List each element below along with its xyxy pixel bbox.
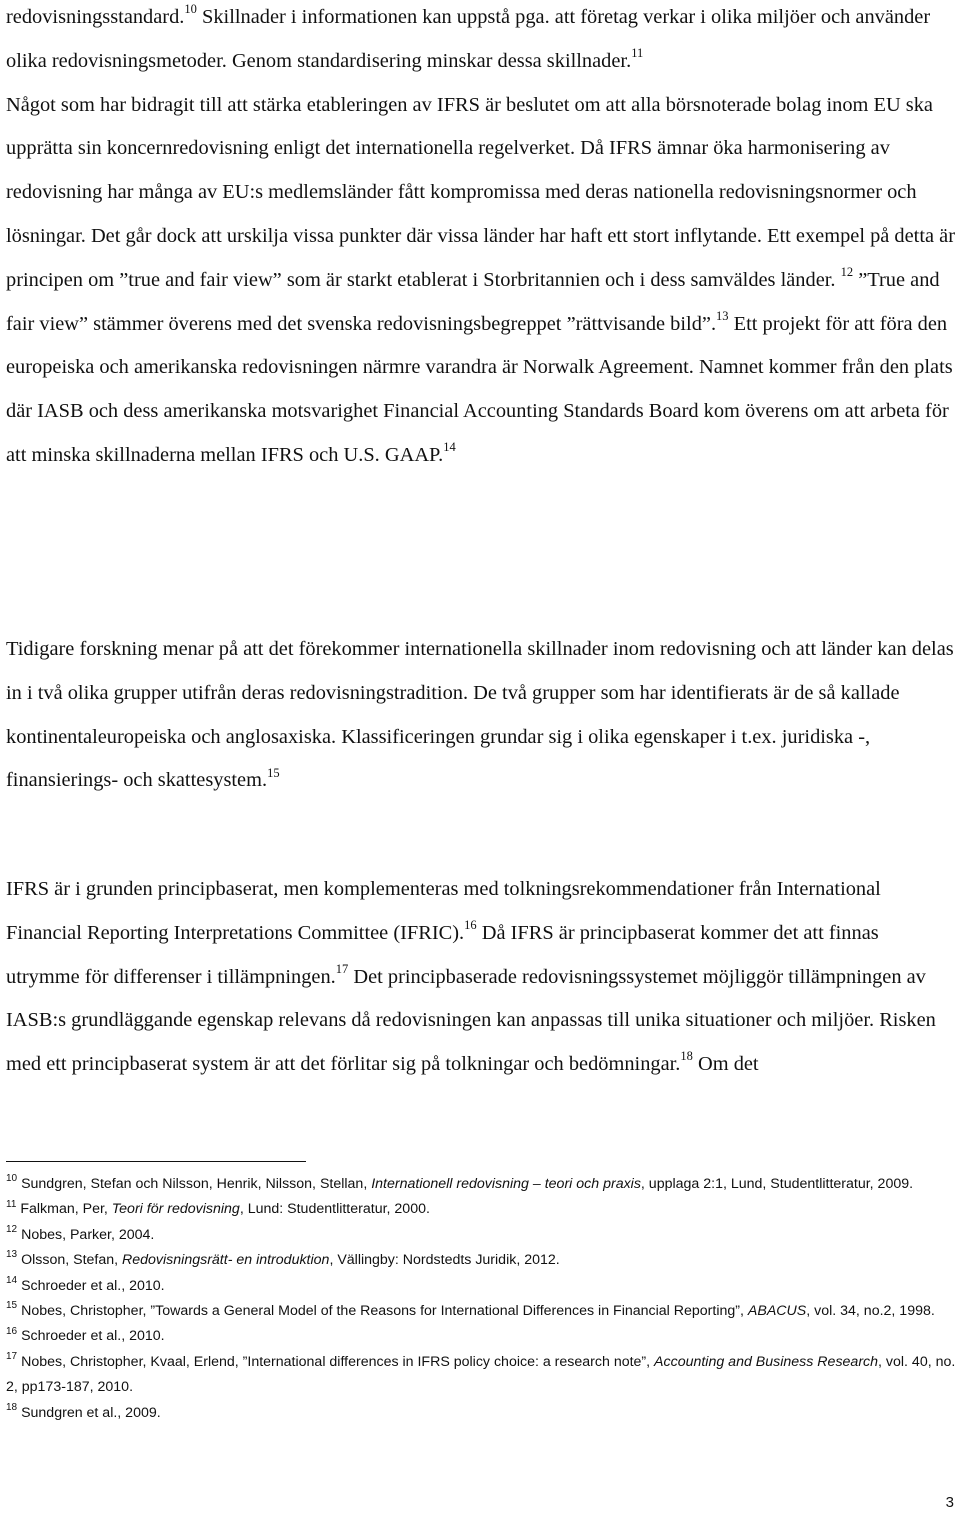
footnote-ref: 15 [6,1300,18,1312]
italic-title: Internationell redovisning – teori och praxis [371,1176,641,1192]
footnote-15 [6,1299,956,1324]
text-run: Nobes, Christopher, ”Towards a General Model of the Reasons for International Differences in Financial Reporting”, [17,1303,748,1320]
text-run: Olsson, Stefan, [17,1252,123,1269]
text-run: ”True and fair view” stämmer överens med det svenska redovisningsbegreppet ”rättvisande bild”. [6,268,940,335]
text-run: Nobes, Parker, 2004. [17,1226,155,1243]
paragraph-3 [6,868,956,1087]
text-run: redovisningsstandard. [6,6,185,28]
text-run: Tidigare forskning menar på att det förekommer internationella skillnader inom redovisning och att länder kan delas in i två olika grupper utifrån deras redovisningstradition. De två grupper som har identifierats är de så kallade kontinentaleuropeiska och anglosaxiska. Klassificeringen grundar sig i olika egenskaper i t.ex. juridiska -, finansierings- och skattesystem. [6,638,954,792]
text-run: Falkman, Per, [16,1201,112,1218]
footnote-ref: 12 [6,1224,18,1236]
text-run: Sundgren, Stefan och Nilsson, Henrik, Nilsson, Stellan, [17,1176,372,1192]
footnote-ref: 18 [680,1049,693,1064]
footnote-ref: 11 [6,1198,17,1210]
italic-title: Redovisningsrätt- en introduktion [122,1252,330,1269]
footnote-11 [6,1197,956,1222]
footnote-ref: 18 [6,1401,18,1413]
footnote-ref: 13 [6,1249,18,1261]
text-run: Schroeder et al., 2010. [17,1277,165,1294]
footnote-ref: 13 [716,308,729,323]
footnote-10 [6,1172,956,1197]
italic-title: Teori för redovisning [111,1201,240,1218]
text-run: Då IFRS är principbaserat kommer det att finnas utrymme för differenser i tillämpningen. [6,921,879,988]
text-run: Ett projekt för att föra den europeiska och amerikanska redovisningen närmre varandra är Norwalk Agreement. Namnet kommer från den plats där IASB och dess amerikanska motsvarighet Financial Accounting Standards Board kom överens om att arbeta för att minska skillnaderna mellan IFRS och U.S. GAAP. [6,312,953,466]
footnote-separator [6,1161,306,1162]
text-run: , upplaga 2:1, Lund, Studentlitteratur, 2009. [640,1176,914,1192]
footnote-17 [6,1350,956,1401]
italic-title: Accounting and Business Research [654,1353,879,1370]
text-run: , vol. 40, no. 2, pp173-187, 2010. [6,1353,956,1396]
text-run: Sundgren et al., 2009. [17,1404,161,1421]
footnote-ref: 14 [443,440,456,455]
text-run: Om det [692,1053,759,1076]
footnote-ref: 10 [6,1173,18,1185]
footnote-14 [6,1274,956,1299]
footnotes [6,1172,956,1426]
text-run: , vol. 34, no.2, 1998. [806,1303,935,1320]
text-run: Schroeder et al., 2010. [17,1328,165,1345]
paragraph-1 [6,0,956,478]
footnote-ref: 16 [464,918,477,932]
footnote-16 [6,1324,956,1349]
italic-title: ABACUS [747,1303,807,1320]
footnote-ref: 17 [6,1351,18,1363]
text-run: , Vällingby: Nordstedts Juridik, 2012. [329,1252,560,1269]
page-number: 3 [945,1494,954,1511]
text-run: , Lund: Studentlitteratur, 2000. [239,1201,430,1218]
paragraph-2 [6,628,956,803]
footnote-ref: 16 [6,1325,18,1337]
text-run: Det principbaserade redovisningssystemet möjliggör tillämpningen av IASB:s grundläggande egenskap relevans då redovisningen kan anpassas till unika situationer och miljöer. Risken med ett principbaserat system är att det förlitar sig på tolkningar och bedömningar. [6,965,936,1076]
footnote-12 [6,1223,956,1248]
footnote-ref: 11 [631,46,644,60]
footnote-13 [6,1248,956,1273]
footnote-ref: 10 [184,2,197,17]
footnote-18 [6,1401,956,1426]
footnote-ref: 15 [267,765,280,780]
footnote-ref: 17 [335,961,349,976]
text-run: Nobes, Christopher, Kvaal, Erlend, ”International differences in IFRS policy choice: a research note”, [17,1353,655,1370]
text-run: Något som har bidragit till att stärka etableringen av IFRS är beslutet om att alla börsnoterade bolag inom EU ska upprätta sin koncernredovisning enligt det internationella regelverket. Då IFRS ämnar öka harmonisering av redovisning har många av EU:s medlemsländer fått kompromissa med deras nationella redovisningsnormer och lösningar. Det går dock att urskilja vissa punkter där vissa länder har haft ett stort inflytande. Ett exempel på detta är principen om ”true and fair view” som är starkt etablerat i Storbritannien och i dess samväldes länder. [6,93,956,291]
footnote-ref: 14 [6,1274,18,1286]
text-run: IFRS är i grunden principbaserat, men komplementeras med tolkningsrekommendationer från International Financial Reporting Interpretations Committee (IFRIC). [6,878,881,944]
text-run: Skillnader i informationen kan uppstå pga. att företag verkar i olika miljöer och använder olika redovisningsmetoder. Genom standardisering minskar dessa skillnader. [6,6,931,72]
footnote-ref: 12 [840,264,854,279]
